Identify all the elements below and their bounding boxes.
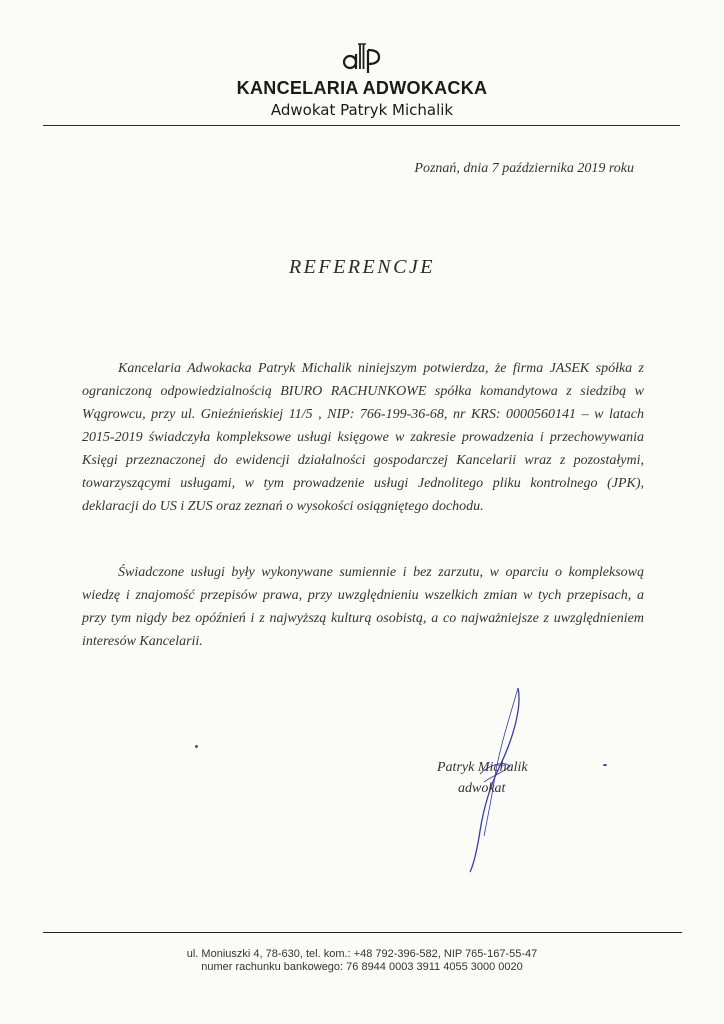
letter-title: REFERENCJE	[288, 256, 436, 278]
paragraph-2-text: Świadczone usługi były wykonywane sumiennie i bez zarzutu, w oparciu o kompleksową wiedzę i znajomość przepisów prawa, przy uwzględnieniu wszelkich zmian w tych przepisach, a przy tym nigdy bez opóźnień i z najwyższą kulturą osobistą, a co najważniejsze z uwzględnieniem interesów Kancelarii.	[82, 565, 644, 649]
letter-date: Poznań, dnia 7 października 2019 roku	[414, 161, 634, 176]
firm-name: KANCELARIA ADWOKACKA	[236, 78, 488, 98]
body-paragraph-1	[82, 357, 644, 518]
law-office-monogram-icon	[342, 40, 382, 74]
firm-subname: Adwokat Patryk Michalik	[270, 101, 454, 119]
signatory-name: Patryk Michalik	[437, 760, 528, 775]
paragraph-1-text: Kancelaria Adwokacka Patryk Michalik niniejszym potwierdza, że firma JASEK spółka z ograniczoną odpowiedzialnością BIURO RACHUNKOWE spółka komandytowa z siedzibą w Wągrowcu, przy ul. Gnieźnieńskiej 11/5 , NIP: 766-199-36-68, nr KRS: 0000560141 – w latach 2015-2019 świadczyła kompleksowe usługi księgowe w zakresie prowadzenia i przechowywania Księgi przeznaczonej do ewidencji działalności gospodarczej Kancelarii wraz z pozostałymi, towarzyszącymi usługami, w tym prowadzenie usługi Jednolitego pliku kontrolnego (JPK), deklaracji do US i ZUS oraz zeznań o wysokości osiągniętego dochodu.	[82, 361, 644, 514]
footer-address: ul. Moniuszki 4, 78-630, tel. kom.: +48 792-396-582, NIP 765-167-55-47	[186, 948, 538, 960]
footer-bank-account: numer rachunku bankowego: 76 8944 0003 3911 4055 3000 0020	[201, 961, 523, 973]
footer-divider	[43, 932, 682, 933]
signatory-role: adwokat	[458, 781, 506, 796]
letterhead-logo	[0, 40, 724, 79]
ink-speck	[195, 745, 198, 748]
ink-speck	[603, 764, 607, 766]
body-paragraph-2	[82, 561, 644, 653]
header-divider	[43, 125, 680, 126]
